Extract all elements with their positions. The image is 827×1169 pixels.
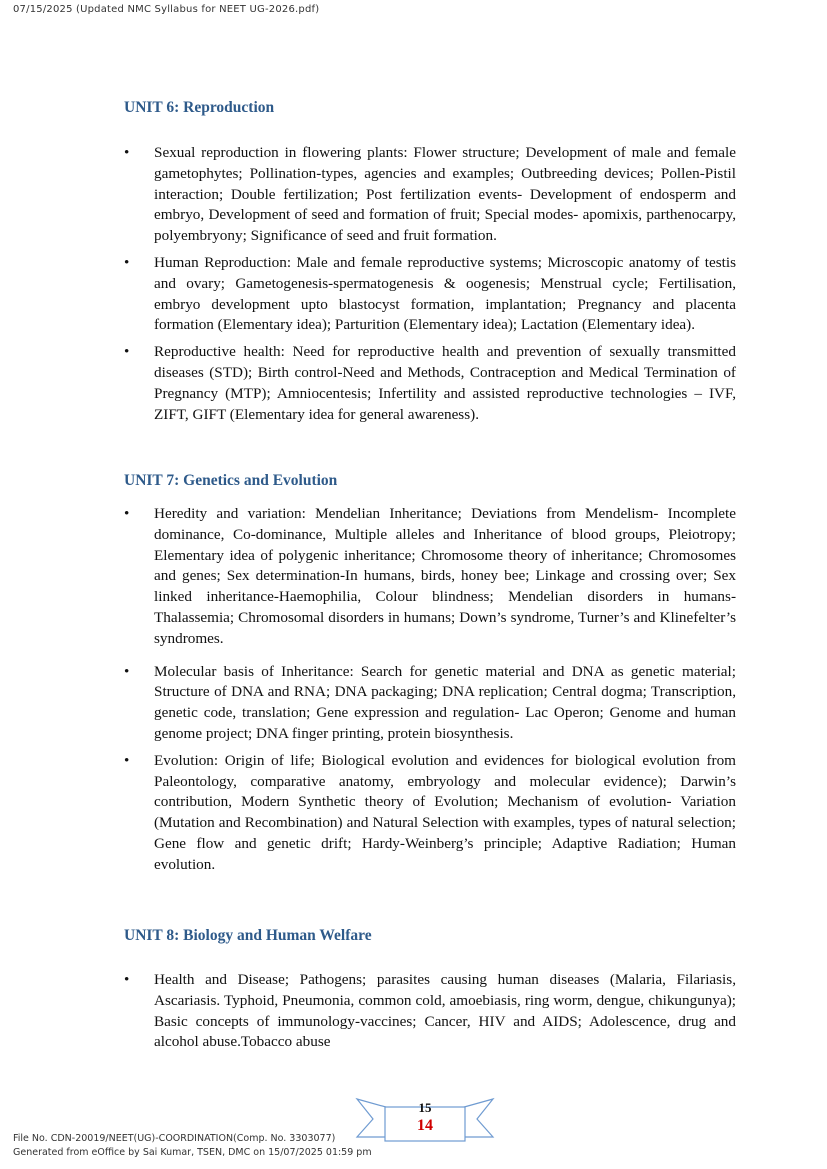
page-number: 14 bbox=[417, 1117, 433, 1134]
bullet: • bbox=[124, 971, 130, 988]
list-item: • Human Reproduction: Male and female reproductive systems; Microscopic anatomy of testis and ovary; Gametogenesis-spermatogenesis & oogenesis; Menstrual cycle; Fertilisation, embryo development upto blastocyst formation, implantation; Pregnancy and placenta formation (Elementary idea); Parturition (Elementary idea); Lactation (Elementary idea). bbox=[124, 253, 736, 334]
bullet: • bbox=[124, 505, 130, 522]
list-item: • Evolution: Origin of life; Biological evolution and evidences for biological evolution from Paleontology, comparative anatomy, embryology and molecular evidence); Darwin’s contribution, Modern Synthetic theory of Evolution; Mechanism of evolution- Variation (Mutation and Recombination) and Natural Selection with examples, types of natural selection; Gene flow and genetic drift; Hardy-Weinberg’s principle; Adaptive Radiation; Human evolution. bbox=[124, 751, 736, 873]
unit-7-list bbox=[124, 504, 736, 882]
unit-8-list bbox=[124, 970, 736, 1059]
unit-8-heading: UNIT 8: Biology and Human Welfare bbox=[124, 927, 372, 944]
list-item: • Sexual reproduction in flowering plants: Flower structure; Development of male and female gametophytes; Pollination-types, agencies and examples; Outbreeding devices; Pollen-Pistil interaction; Double fertilization; Post fertilization events- Development of endosperm and embryo, Development of seed and formation of fruit; Special modes- apomixis, parthenocarpy, polyembryony; Significance of seed and fruit formation. bbox=[124, 144, 736, 245]
footer-generated: Generated from eOffice by Sai Kumar, TSEN, DMC on 15/07/2025 01:59 pm bbox=[13, 1147, 372, 1158]
unit-6-list bbox=[124, 143, 736, 431]
list-item: • Heredity and variation: Mendelian Inheritance; Deviations from Mendelism- Incomplete dominance, Co-dominance, Multiple alleles and Inheritance of blood groups, Pleiotropy; Elementary idea of polygenic inheritance; Chromosome theory of inheritance; Chromosomes and genes; Sex determination-In humans, birds, honey bee; Linkage and crossing over; Sex linked inheritance-Haemophilia, Colour blindness; Mendelian disorders in humans-Thalassemia; Chromosomal disorders in humans; Down’s syndrome, Turner’s and Klinefelter’s syndromes. bbox=[124, 505, 736, 647]
list-item: • Molecular basis of Inheritance: Search for genetic material and DNA as genetic material; Structure of DNA and RNA; DNA packaging; DNA replication; Central dogma; Transcription, genetic code, translation; Gene expression and regulation- Lac Operon; Genome and human genome project; DNA finger printing, protein biosynthesis. bbox=[124, 662, 736, 742]
unit-7-heading: UNIT 7: Genetics and Evolution bbox=[124, 472, 338, 489]
list-item: • Reproductive health: Need for reproductive health and prevention of sexually transmitted diseases (STD); Birth control-Need and Methods, Contraception and Medical Termination of Pregnancy (MTP); Amniocentesis; Infertility and assisted reproductive technologies – IVF, ZIFT, GIFT (Elementary idea for general awareness). bbox=[124, 343, 736, 423]
list-item: • Health and Disease; Pathogens; parasites causing human diseases (Malaria, Filariasis, Ascariasis. Typhoid, Pneumonia, common cold, amoebiasis, ring worm, dengue, chikungunya); Basic concepts of immunology-vaccines; Cancer, HIV and AIDS; Adolescence, drug and alcohol abuse.Tobacco abuse bbox=[124, 971, 736, 1051]
bullet: • bbox=[124, 253, 130, 271]
document-header: 07/15/2025 (Updated NMC Syllabus for NEET UG-2026.pdf) bbox=[13, 4, 320, 15]
unit-6-heading: UNIT 6: Reproduction bbox=[124, 99, 275, 116]
bullet: • bbox=[124, 662, 130, 680]
bullet: • bbox=[124, 343, 130, 361]
footer-file-no: File No. CDN-20019/NEET(UG)-COORDINATION(Comp. No. 3303077) bbox=[13, 1133, 336, 1144]
bullet: • bbox=[124, 751, 130, 769]
page-number-overlay: 15 bbox=[418, 1100, 432, 1115]
bullet: • bbox=[124, 144, 130, 161]
